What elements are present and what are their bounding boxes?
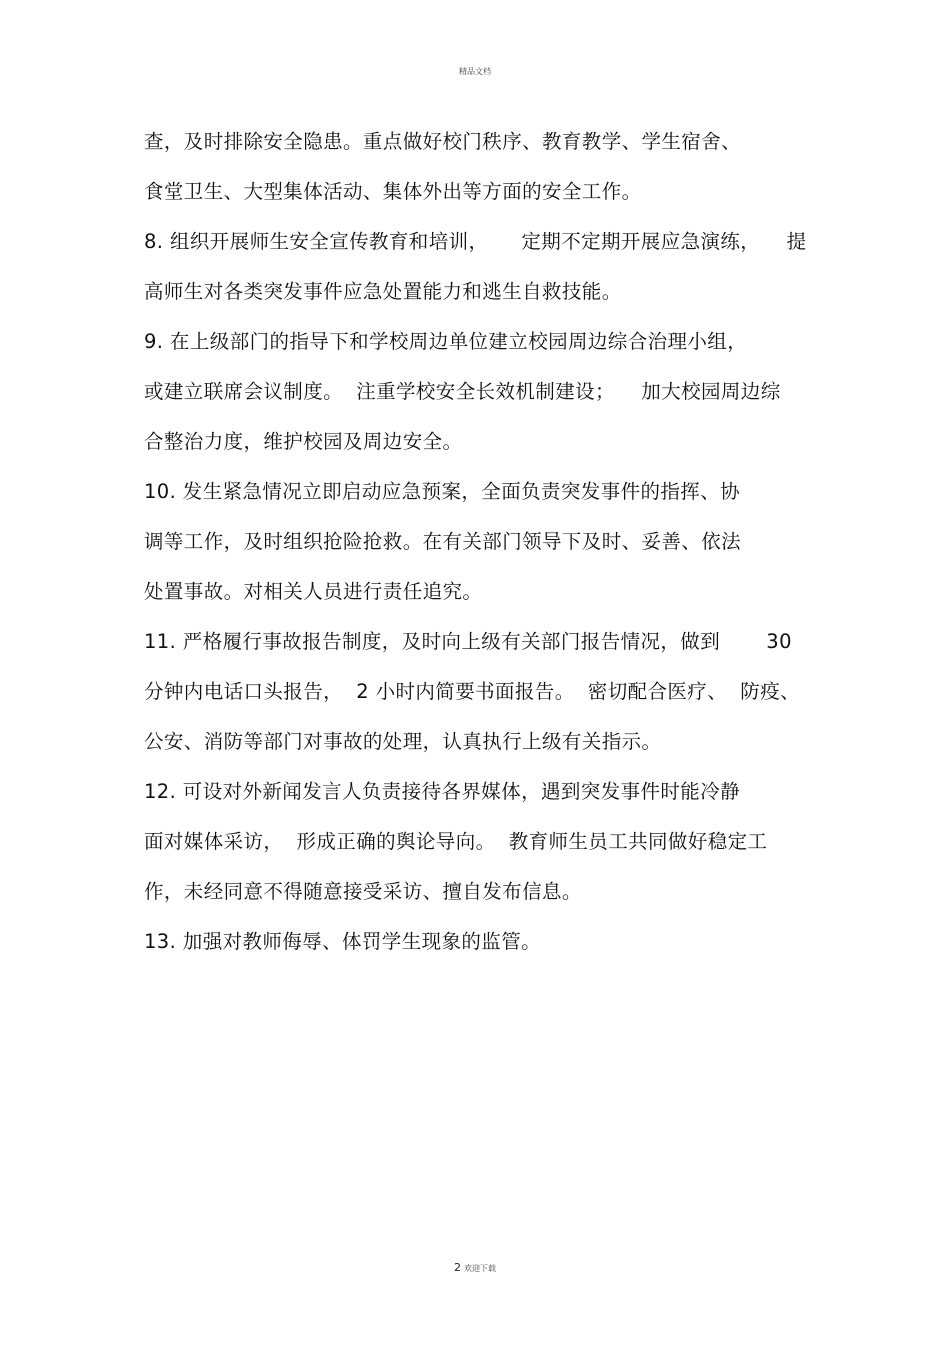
text-line: 9. 在上级部门的指导下和学校周边单位建立校园周边综合治理小组， <box>144 330 748 353</box>
text-line: 高师生对各类突发事件应急处置能力和逃生自救技能。 <box>144 280 622 303</box>
page-footer <box>0 1261 950 1274</box>
text-line: 面对媒体采访， 形成正确的舆论导向。 教育师生员工共同做好稳定工 <box>144 830 768 853</box>
page-header: 精品文档 <box>459 67 491 76</box>
text-line: 调等工作，及时组织抢险抢救。在有关部门领导下及时、妥善、依法 <box>144 530 742 553</box>
page-number: 2 <box>454 1261 461 1274</box>
text-line: 查，及时排除安全隐患。重点做好校门秩序、教育教学、学生宿舍、 <box>144 130 742 153</box>
text-line: 分钟内电话口头报告， 2 小时内简要书面报告。 密切配合医疗、 防疫、 <box>144 680 800 703</box>
text-line: 处置事故。对相关人员进行责任追究。 <box>144 580 483 603</box>
text-line: 或建立联席会议制度。 注重学校安全长效机制建设； 加大校园周边综 <box>144 380 781 403</box>
text-line: 8. 组织开展师生安全宣传教育和培训， 定期不定期开展应急演练， 提 <box>144 230 807 253</box>
text-line: 公安、消防等部门对事故的处理，认真执行上级有关指示。 <box>144 730 662 753</box>
text-line: 食堂卫生、大型集体活动、集体外出等方面的安全工作。 <box>144 180 642 203</box>
footer-text: 欢迎下载 <box>464 1264 496 1273</box>
text-line: 10. 发生紧急情况立即启动应急预案，全面负责突发事件的指挥、协 <box>144 480 741 503</box>
text-line: 11. 严格履行事故报告制度，及时向上级有关部门报告情况，做到 30 <box>144 630 792 653</box>
text-line: 13. 加强对教师侮辱、体罚学生现象的监管。 <box>144 930 542 953</box>
text-line: 作，未经同意不得随意接受采访、擅自发布信息。 <box>144 880 582 903</box>
text-line: 12. 可设对外新闻发言人负责接待各界媒体，遇到突发事件时能冷静 <box>144 780 741 803</box>
text-line: 合整治力度，维护校园及周边安全。 <box>144 430 463 453</box>
